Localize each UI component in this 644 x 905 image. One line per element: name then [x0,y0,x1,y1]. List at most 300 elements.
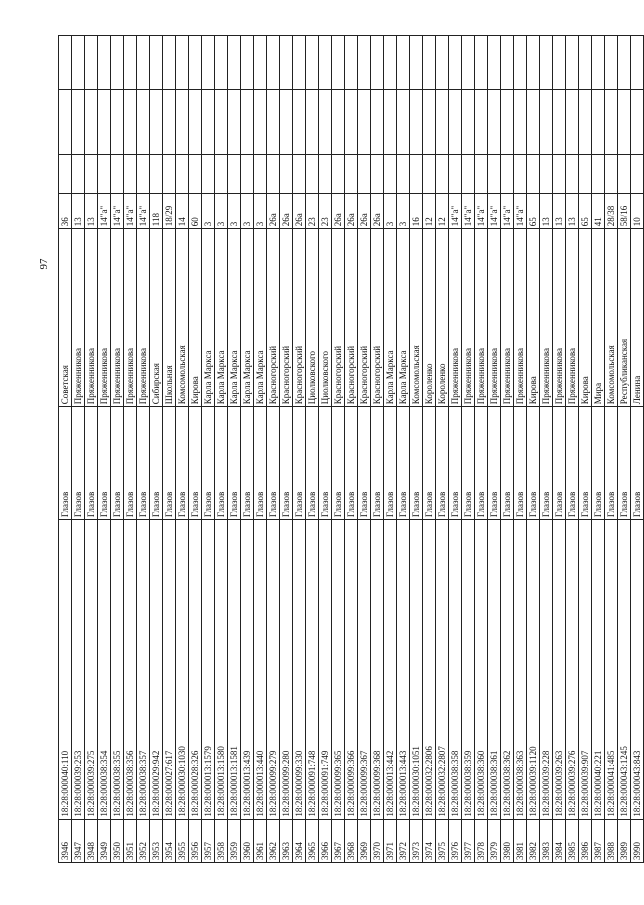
cell-street: Пряженникова [475,229,488,407]
cell-n: 3984 [553,819,566,862]
cell-empty [85,90,98,155]
cell-empty [150,155,163,194]
cell-empty [488,155,501,194]
cell-empty [85,155,98,194]
cell-cad: 18:28:000013:1580 [215,520,228,820]
cell-empty [449,36,462,90]
cell-n: 3956 [189,819,202,862]
cell-city: Глазов [631,407,644,520]
cell-empty [241,155,254,194]
table-row [618,36,631,863]
cell-empty [137,36,150,90]
cell-city: Глазов [462,407,475,520]
cell-empty [462,90,475,155]
table-row [189,36,202,863]
cell-city: Глазов [215,407,228,520]
registry-table-rotated [58,35,642,863]
cell-empty [293,36,306,90]
table-row [124,36,137,863]
page-number: 97 [38,258,50,270]
cell-city: Глазов [488,407,501,520]
cell-empty [553,90,566,155]
cell-empty [98,90,111,155]
cell-street: Карла Маркса [384,229,397,407]
cell-n: 3977 [462,819,475,862]
cell-empty [124,90,137,155]
cell-empty [618,36,631,90]
cell-city: Глазов [189,407,202,520]
cell-house: 14"а" [488,194,501,229]
cell-street: Красногорский [280,229,293,407]
cell-empty [579,155,592,194]
cell-n: 3974 [423,819,436,862]
cell-house: 3 [384,194,397,229]
table-row [566,36,579,863]
cell-n: 3986 [579,819,592,862]
cell-empty [475,155,488,194]
cell-street: Комсомольская [410,229,423,407]
cell-empty [449,155,462,194]
cell-empty [605,155,618,194]
cell-city: Глазов [267,407,280,520]
cell-empty [579,36,592,90]
cell-cad: 18:28:000040:221 [592,520,605,820]
cell-street: Пряженникова [124,229,137,407]
cell-street: Советская [59,229,72,407]
table-row [176,36,189,863]
cell-empty [189,155,202,194]
cell-empty [306,155,319,194]
cell-cad: 18:28:000013:442 [384,520,397,820]
cell-empty [254,90,267,155]
cell-n: 3961 [254,819,267,862]
cell-house: 23 [306,194,319,229]
table-row [98,36,111,863]
cell-empty [618,90,631,155]
cell-street: Мира [592,229,605,407]
cell-n: 3965 [306,819,319,862]
cell-city: Глазов [423,407,436,520]
cell-house: 26а [293,194,306,229]
cell-house: 65 [527,194,540,229]
cell-empty [397,90,410,155]
cell-street: Красногорский [371,229,384,407]
cell-street: Красногорский [358,229,371,407]
cell-city: Глазов [254,407,267,520]
cell-street: Республиканская [618,229,631,407]
cell-empty [111,90,124,155]
cell-cad: 18:28:000038:363 [514,520,527,820]
cell-house: 12 [436,194,449,229]
cell-empty [358,155,371,194]
cell-cad: 18:28:000040:110 [59,520,72,820]
cell-n: 3950 [111,819,124,862]
cell-house: 3 [397,194,410,229]
cell-empty [189,36,202,90]
cell-empty [527,155,540,194]
table-row [59,36,72,863]
cell-cad: 18:28:000030:1051 [410,520,423,820]
cell-n: 3952 [137,819,150,862]
cell-house: 14"а" [462,194,475,229]
cell-empty [59,155,72,194]
cell-cad: 18:28:000013:443 [397,520,410,820]
cell-cad: 18:28:000029:942 [150,520,163,820]
table-row [579,36,592,863]
cell-empty [501,36,514,90]
cell-city: Глазов [566,407,579,520]
table-body [59,36,644,863]
cell-city: Глазов [371,407,384,520]
cell-empty [59,90,72,155]
cell-city: Глазов [605,407,618,520]
cell-house: 26а [280,194,293,229]
cell-empty [176,36,189,90]
cell-house: 13 [553,194,566,229]
cell-empty [527,36,540,90]
cell-empty [202,90,215,155]
cell-empty [280,155,293,194]
cell-empty [436,36,449,90]
cell-cad: 18:28:000039:275 [85,520,98,820]
cell-empty [553,36,566,90]
cell-empty [384,90,397,155]
cell-empty [540,155,553,194]
cell-city: Глазов [332,407,345,520]
cell-empty [332,36,345,90]
cell-n: 3948 [85,819,98,862]
cell-empty [306,36,319,90]
cell-city: Глазов [59,407,72,520]
cell-cad: 18:28:000091:749 [319,520,332,820]
cell-cad: 18:28:000099:330 [293,520,306,820]
cell-empty [280,36,293,90]
table-row [540,36,553,863]
cell-house: 65 [579,194,592,229]
cell-street: Карла Маркса [202,229,215,407]
cell-empty [306,90,319,155]
cell-empty [345,90,358,155]
cell-empty [59,36,72,90]
cell-empty [410,90,423,155]
cell-empty [384,155,397,194]
cell-house: 26а [345,194,358,229]
cell-empty [488,90,501,155]
cell-street: Красногорский [293,229,306,407]
cell-empty [566,90,579,155]
cell-empty [72,36,85,90]
cell-empty [124,36,137,90]
cell-empty [98,155,111,194]
cell-empty [124,155,137,194]
cell-empty [436,155,449,194]
table-row [358,36,371,863]
cell-empty [631,36,644,90]
cell-street: Пряженникова [514,229,527,407]
cell-cad: 18:28:000013:1581 [228,520,241,820]
cell-empty [631,90,644,155]
table-row [332,36,345,863]
cell-street: Пряженникова [72,229,85,407]
cell-empty [501,90,514,155]
cell-empty [592,36,605,90]
cell-house: 3 [254,194,267,229]
cell-empty [228,36,241,90]
table-row [397,36,410,863]
cell-empty [137,90,150,155]
cell-street: Кирова [527,229,540,407]
cell-n: 3982 [527,819,540,862]
cell-empty [618,155,631,194]
cell-empty [176,155,189,194]
table-row [631,36,644,863]
cell-house: 3 [215,194,228,229]
cell-n: 3968 [345,819,358,862]
cell-house: 14"а" [98,194,111,229]
cell-house: 23 [319,194,332,229]
cell-cad: 18:28:000043:1245 [618,520,631,820]
table-row [72,36,85,863]
cell-city: Глазов [111,407,124,520]
cell-n: 3970 [371,819,384,862]
cell-empty [267,36,280,90]
cell-empty [527,90,540,155]
cell-cad: 18:28:000013:439 [241,520,254,820]
table-row [605,36,618,863]
cell-cad: 18:28:000099:367 [358,520,371,820]
cell-cad: 18:28:000038:359 [462,520,475,820]
cell-empty [423,90,436,155]
cell-cad: 18:28:000039:253 [72,520,85,820]
cell-cad: 18:28:000099:280 [280,520,293,820]
cell-street: Кирова [579,229,592,407]
cell-house: 14"а" [449,194,462,229]
cell-street: Карла Маркса [228,229,241,407]
table-row [488,36,501,863]
table-row [462,36,475,863]
table-row [280,36,293,863]
cell-n: 3962 [267,819,280,862]
cell-empty [371,155,384,194]
cell-street: Красногорский [267,229,280,407]
cell-house: 58/16 [618,194,631,229]
table-row [410,36,423,863]
cell-cad: 18:28:000038:355 [111,520,124,820]
cell-n: 3971 [384,819,397,862]
cell-cad: 18:28:000028:326 [189,520,202,820]
table-row [527,36,540,863]
cell-house: 3 [241,194,254,229]
cell-n: 3976 [449,819,462,862]
cell-empty [462,36,475,90]
cell-street: Короленко [436,229,449,407]
cell-empty [358,36,371,90]
cell-n: 3951 [124,819,137,862]
cell-city: Глазов [514,407,527,520]
cell-n: 3979 [488,819,501,862]
cell-empty [397,155,410,194]
cell-empty [202,155,215,194]
cell-empty [358,90,371,155]
cell-cad: 18:28:000030:1030 [176,520,189,820]
table-row [501,36,514,863]
cell-city: Глазов [449,407,462,520]
table-row [267,36,280,863]
cell-street: Карла Маркса [241,229,254,407]
cell-house: 14"а" [501,194,514,229]
cell-empty [267,155,280,194]
cell-empty [85,36,98,90]
cell-empty [98,36,111,90]
cell-cad: 18:28:000038:356 [124,520,137,820]
cell-city: Глазов [163,407,176,520]
cell-empty [332,155,345,194]
cell-house: 14 [176,194,189,229]
cell-empty [111,155,124,194]
cell-city: Глазов [384,407,397,520]
cell-empty [475,90,488,155]
cell-city: Глазов [579,407,592,520]
cell-city: Глазов [592,407,605,520]
table-row [111,36,124,863]
cell-cad: 18:28:000038:354 [98,520,111,820]
cell-cad: 18:28:000039:228 [540,520,553,820]
cell-street: Школьная [163,229,176,407]
cell-empty [228,90,241,155]
cell-house: 13 [540,194,553,229]
table-row [306,36,319,863]
cell-empty [163,155,176,194]
cell-cad: 18:28:000043:843 [631,520,644,820]
cell-street: Пряженникова [137,229,150,407]
cell-street: Циолковского [306,229,319,407]
cell-n: 3955 [176,819,189,862]
cell-empty [176,90,189,155]
cell-house: 14"а" [137,194,150,229]
cell-house: 14"а" [124,194,137,229]
cell-street: Красногорский [332,229,345,407]
cell-house: 13 [566,194,579,229]
table-row [345,36,358,863]
cell-empty [254,36,267,90]
cell-cad: 18:28:000091:748 [306,520,319,820]
cell-empty [449,90,462,155]
cell-n: 3957 [202,819,215,862]
table-row [150,36,163,863]
table-row [254,36,267,863]
table-row [163,36,176,863]
cell-empty [514,90,527,155]
cell-city: Глазов [98,407,111,520]
cell-empty [111,36,124,90]
cell-street: Карла Маркса [397,229,410,407]
table-row [228,36,241,863]
cell-empty [345,36,358,90]
cell-empty [566,155,579,194]
cell-cad: 18:28:000039:907 [579,520,592,820]
cell-street: Комсомольская [605,229,618,407]
cell-house: 118 [150,194,163,229]
cell-empty [488,36,501,90]
cell-street: Пряженникова [98,229,111,407]
cell-house: 41 [592,194,605,229]
table-row [371,36,384,863]
cell-street: Кирова [189,229,202,407]
cell-empty [553,155,566,194]
cell-empty [137,155,150,194]
cell-city: Глазов [241,407,254,520]
registry-table [58,35,644,863]
cell-n: 3966 [319,819,332,862]
cell-street: Пряженникова [85,229,98,407]
table-row [436,36,449,863]
cell-empty [202,36,215,90]
cell-cad: 18:28:000032:2806 [423,520,436,820]
cell-house: 3 [202,194,215,229]
table-row [514,36,527,863]
cell-street: Пряженникова [566,229,579,407]
cell-city: Глазов [475,407,488,520]
table-row [241,36,254,863]
cell-empty [384,36,397,90]
cell-empty [163,36,176,90]
cell-street: Карла Маркса [254,229,267,407]
cell-city: Глазов [293,407,306,520]
cell-cad: 18:28:000013:440 [254,520,267,820]
cell-n: 3969 [358,819,371,862]
cell-n: 3947 [72,819,85,862]
table-row [319,36,332,863]
cell-n: 3960 [241,819,254,862]
cell-cad: 18:28:000039:263 [553,520,566,820]
cell-cad: 18:28:000038:358 [449,520,462,820]
cell-n: 3949 [98,819,111,862]
table-row [592,36,605,863]
cell-empty [397,36,410,90]
cell-street: Пряженникова [553,229,566,407]
cell-empty [189,90,202,155]
cell-n: 3981 [514,819,527,862]
cell-empty [150,36,163,90]
cell-house: 10 [631,194,644,229]
cell-city: Глазов [397,407,410,520]
cell-street: Пряженникова [462,229,475,407]
cell-city: Глазов [306,407,319,520]
cell-cad: 18:28:000038:357 [137,520,150,820]
cell-cad: 18:28:000039:276 [566,520,579,820]
cell-street: Пряженникова [540,229,553,407]
cell-empty [540,90,553,155]
table-row [293,36,306,863]
cell-n: 3958 [215,819,228,862]
cell-house: 26а [332,194,345,229]
cell-empty [592,90,605,155]
cell-house: 16 [410,194,423,229]
cell-n: 3973 [410,819,423,862]
cell-empty [371,36,384,90]
cell-house: 13 [72,194,85,229]
cell-cad: 18:28:000038:361 [488,520,501,820]
cell-n: 3978 [475,819,488,862]
cell-house: 18/29 [163,194,176,229]
cell-empty [605,36,618,90]
cell-city: Глазов [150,407,163,520]
cell-street: Комсомольская [176,229,189,407]
cell-empty [579,90,592,155]
cell-cad: 18:28:000039:1120 [527,520,540,820]
cell-house: 14"а" [475,194,488,229]
cell-cad: 18:28:000099:368 [371,520,384,820]
